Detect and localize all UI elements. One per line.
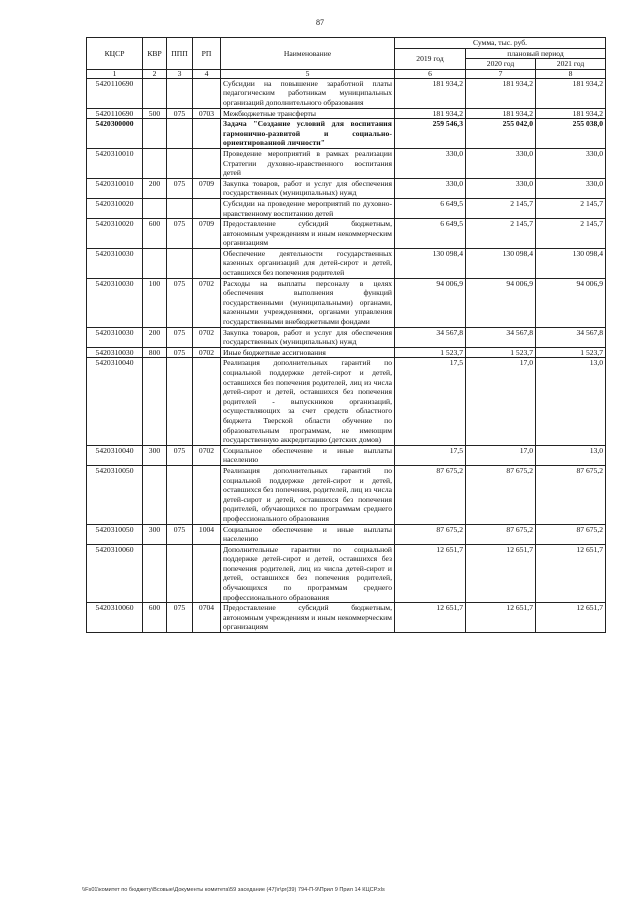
cell-sum-2020: 330,0 [466, 148, 536, 178]
cell-ppp [167, 119, 193, 149]
cell-rp: 0702 [193, 278, 221, 327]
cell-kvr [143, 78, 167, 108]
cell-sum-2021: 12 651,7 [536, 603, 606, 633]
cell-rp: 0703 [193, 108, 221, 119]
column-number: 3 [167, 69, 193, 78]
cell-sum-2020: 17,0 [466, 445, 536, 465]
cell-sum-2019: 130 098,4 [395, 248, 466, 278]
cell-rp [193, 544, 221, 603]
table-row [87, 219, 606, 249]
cell-name: Межбюджетные трансферты [221, 108, 395, 119]
cell-ppp: 075 [167, 347, 193, 358]
cell-ppp: 075 [167, 524, 193, 544]
cell-kcsr: 5420310050 [87, 465, 143, 524]
table-row [87, 178, 606, 198]
cell-name: Субсидии на проведение мероприятий по духовно-нравственному воспитанию детей [221, 198, 395, 218]
cell-rp [193, 248, 221, 278]
header-kcsr: КЦСР [87, 38, 143, 70]
cell-rp: 0709 [193, 219, 221, 249]
cell-kcsr: 5420310030 [87, 278, 143, 327]
cell-sum-2021: 181 934,2 [536, 108, 606, 119]
column-number: 4 [193, 69, 221, 78]
cell-kcsr: 5420110690 [87, 78, 143, 108]
header-name: Наименование [221, 38, 395, 70]
cell-ppp: 075 [167, 603, 193, 633]
cell-name: Проведение мероприятий в рамках реализации Стратегии духовно-нравственного воспитания детей [221, 148, 395, 178]
cell-sum-2021: 87 675,2 [536, 465, 606, 524]
cell-rp [193, 198, 221, 218]
cell-sum-2020: 87 675,2 [466, 524, 536, 544]
table-body [87, 78, 606, 632]
cell-sum-2020: 130 098,4 [466, 248, 536, 278]
cell-sum-2021: 330,0 [536, 148, 606, 178]
cell-kvr [143, 358, 167, 445]
cell-sum-2019: 1 523,7 [395, 347, 466, 358]
cell-kcsr: 5420310020 [87, 198, 143, 218]
column-number: 5 [221, 69, 395, 78]
cell-kvr [143, 119, 167, 149]
cell-sum-2021: 13,0 [536, 358, 606, 445]
cell-kcsr: 5420310040 [87, 445, 143, 465]
budget-table [86, 37, 606, 633]
cell-sum-2021: 255 038,0 [536, 119, 606, 149]
cell-ppp: 075 [167, 278, 193, 327]
cell-kcsr: 5420310030 [87, 248, 143, 278]
cell-name: Иные бюджетные ассигнования [221, 347, 395, 358]
cell-kvr [143, 465, 167, 524]
cell-sum-2021: 12 651,7 [536, 544, 606, 603]
cell-sum-2020: 1 523,7 [466, 347, 536, 358]
header-2020: 2020 год [466, 59, 536, 70]
cell-sum-2020: 2 145,7 [466, 198, 536, 218]
cell-ppp: 075 [167, 178, 193, 198]
cell-sum-2019: 87 675,2 [395, 524, 466, 544]
table-row [87, 347, 606, 358]
cell-kcsr: 5420310040 [87, 358, 143, 445]
cell-rp: 1004 [193, 524, 221, 544]
column-number: 6 [395, 69, 466, 78]
cell-sum-2019: 181 934,2 [395, 78, 466, 108]
cell-kvr: 200 [143, 178, 167, 198]
cell-kcsr: 5420310020 [87, 219, 143, 249]
cell-sum-2019: 34 567,8 [395, 327, 466, 347]
cell-sum-2019: 94 006,9 [395, 278, 466, 327]
cell-kcsr: 5420310010 [87, 178, 143, 198]
cell-name: Обеспечение деятельности государственных казенных организаций для детей-сирот и детей, оставшихся без попечения родителей [221, 248, 395, 278]
cell-sum-2021: 94 006,9 [536, 278, 606, 327]
cell-sum-2020: 12 651,7 [466, 603, 536, 633]
table-row [87, 198, 606, 218]
page-number: 87 [316, 18, 324, 27]
cell-sum-2019: 17,5 [395, 445, 466, 465]
footer-file-path: \\Fs01\комитет по бюджету\Всовые\Документы комитета\59 заседание (47)\r\pr(39) 794-П-9\Прил 9 Прил 14 КЦСР.xls [82, 887, 385, 893]
cell-sum-2021: 34 567,8 [536, 327, 606, 347]
column-number: 8 [536, 69, 606, 78]
table-row [87, 327, 606, 347]
cell-rp [193, 358, 221, 445]
cell-kcsr: 5420300000 [87, 119, 143, 149]
cell-kcsr: 5420110690 [87, 108, 143, 119]
cell-kvr [143, 544, 167, 603]
cell-name: Предоставление субсидий бюджетным, автономным учреждениям и иным некоммерческим организациям [221, 219, 395, 249]
header-sum: Сумма, тыс. руб. [395, 38, 606, 49]
cell-sum-2019: 330,0 [395, 148, 466, 178]
header-kvr: КВР [143, 38, 167, 70]
header-2021: 2021 год [536, 59, 606, 70]
cell-ppp: 075 [167, 108, 193, 119]
cell-kcsr: 5420310060 [87, 544, 143, 603]
column-number: 1 [87, 69, 143, 78]
cell-ppp: 075 [167, 327, 193, 347]
cell-sum-2019: 330,0 [395, 178, 466, 198]
table-row [87, 119, 606, 149]
cell-sum-2019: 259 546,3 [395, 119, 466, 149]
cell-kcsr: 5420310010 [87, 148, 143, 178]
cell-sum-2021: 330,0 [536, 178, 606, 198]
cell-rp: 0702 [193, 327, 221, 347]
table-row [87, 358, 606, 445]
cell-rp: 0702 [193, 347, 221, 358]
cell-sum-2020: 12 651,7 [466, 544, 536, 603]
cell-sum-2020: 94 006,9 [466, 278, 536, 327]
table-row [87, 148, 606, 178]
cell-sum-2019: 6 649,5 [395, 219, 466, 249]
cell-sum-2021: 87 675,2 [536, 524, 606, 544]
cell-name: Реализация дополнительных гарантий по социальной поддержке детей-сирот и детей, оставшихся без попечения, родителей, лиц из числа детей-сирот и детей, оставшихся без попечения родителей, обучающихся по программам среднего профессионального образования [221, 465, 395, 524]
cell-sum-2020: 17,0 [466, 358, 536, 445]
cell-kvr: 600 [143, 603, 167, 633]
cell-name: Закупка товаров, работ и услуг для обеспечения государственных (муниципальных) нужд [221, 178, 395, 198]
cell-kvr: 500 [143, 108, 167, 119]
cell-ppp [167, 465, 193, 524]
table-row [87, 524, 606, 544]
cell-sum-2019: 12 651,7 [395, 544, 466, 603]
cell-name: Дополнительные гарантии по социальной поддержке детей-сирот и детей, оставшихся без попечения родителей, лиц из числа детей-сирот и детей, оставшихся без попечения родителей, обучающихся по программам среднего профессионального образования [221, 544, 395, 603]
cell-rp [193, 119, 221, 149]
cell-kvr: 300 [143, 524, 167, 544]
cell-kvr: 300 [143, 445, 167, 465]
cell-ppp: 075 [167, 445, 193, 465]
cell-sum-2020: 181 934,2 [466, 108, 536, 119]
cell-rp: 0702 [193, 445, 221, 465]
cell-sum-2021: 2 145,7 [536, 198, 606, 218]
cell-sum-2021: 130 098,4 [536, 248, 606, 278]
cell-sum-2019: 6 649,5 [395, 198, 466, 218]
cell-kvr: 100 [143, 278, 167, 327]
cell-name: Социальное обеспечение и иные выплаты населению [221, 524, 395, 544]
cell-name: Социальное обеспечение и иные выплаты населению [221, 445, 395, 465]
table-row [87, 603, 606, 633]
cell-sum-2021: 1 523,7 [536, 347, 606, 358]
cell-ppp [167, 248, 193, 278]
cell-name: Субсидии на повышение заработной платы педагогическим работникам муниципальных организаций дополнительного образования [221, 78, 395, 108]
table-row [87, 248, 606, 278]
cell-name: Реализация дополнительных гарантий по социальной поддержке детей-сирот и детей, оставшихся без попечения родителей, лиц из числа детей-сирот и детей, оставшихся без попечения родителей - выпускников организаций, осуществляющих за счет средств областного бюджета Тверской области обучение по образовательным программам, не имеющим государственную аккредитацию (детских домов) [221, 358, 395, 445]
cell-sum-2020: 34 567,8 [466, 327, 536, 347]
table-row [87, 465, 606, 524]
table-row [87, 445, 606, 465]
cell-sum-2020: 87 675,2 [466, 465, 536, 524]
cell-rp [193, 465, 221, 524]
cell-kcsr: 5420310060 [87, 603, 143, 633]
cell-kvr: 600 [143, 219, 167, 249]
table-row [87, 278, 606, 327]
header-2019: 2019 год [395, 48, 466, 69]
header-planned-period: плановый период [466, 48, 606, 59]
column-number: 2 [143, 69, 167, 78]
cell-sum-2021: 2 145,7 [536, 219, 606, 249]
cell-ppp [167, 198, 193, 218]
cell-kvr: 800 [143, 347, 167, 358]
table-row [87, 544, 606, 603]
column-number: 7 [466, 69, 536, 78]
cell-sum-2020: 255 042,0 [466, 119, 536, 149]
cell-kvr [143, 198, 167, 218]
cell-kvr [143, 248, 167, 278]
cell-name: Закупка товаров, работ и услуг для обеспечения государственных (муниципальных) нужд [221, 327, 395, 347]
cell-kvr: 200 [143, 327, 167, 347]
table-row [87, 108, 606, 119]
cell-ppp [167, 78, 193, 108]
cell-sum-2020: 181 934,2 [466, 78, 536, 108]
cell-rp [193, 148, 221, 178]
cell-ppp [167, 358, 193, 445]
cell-name: Предоставление субсидий бюджетным, автономным учреждениям и иным некоммерческим организациям [221, 603, 395, 633]
cell-rp: 0709 [193, 178, 221, 198]
cell-rp [193, 78, 221, 108]
cell-sum-2021: 13,0 [536, 445, 606, 465]
cell-ppp [167, 148, 193, 178]
cell-name: Расходы на выплаты персоналу в целях обеспечения выполнения функций государственными (муниципальными) органами, казенными учреждениями, органами управления государственными внебюджетными фондами [221, 278, 395, 327]
cell-name: Задача "Создание условий для воспитания гармонично-развитой и социально-ориентированной личности" [221, 119, 395, 149]
header-ppp: ППП [167, 38, 193, 70]
cell-kcsr: 5420310030 [87, 327, 143, 347]
cell-sum-2019: 17,5 [395, 358, 466, 445]
cell-sum-2019: 12 651,7 [395, 603, 466, 633]
cell-kcsr: 5420310050 [87, 524, 143, 544]
cell-ppp: 075 [167, 219, 193, 249]
table-row [87, 78, 606, 108]
cell-sum-2019: 181 934,2 [395, 108, 466, 119]
cell-kvr [143, 148, 167, 178]
header-rp: РП [193, 38, 221, 70]
cell-sum-2020: 2 145,7 [466, 219, 536, 249]
cell-ppp [167, 544, 193, 603]
cell-rp: 0704 [193, 603, 221, 633]
cell-sum-2021: 181 934,2 [536, 78, 606, 108]
cell-kcsr: 5420310030 [87, 347, 143, 358]
cell-sum-2020: 330,0 [466, 178, 536, 198]
cell-sum-2019: 87 675,2 [395, 465, 466, 524]
